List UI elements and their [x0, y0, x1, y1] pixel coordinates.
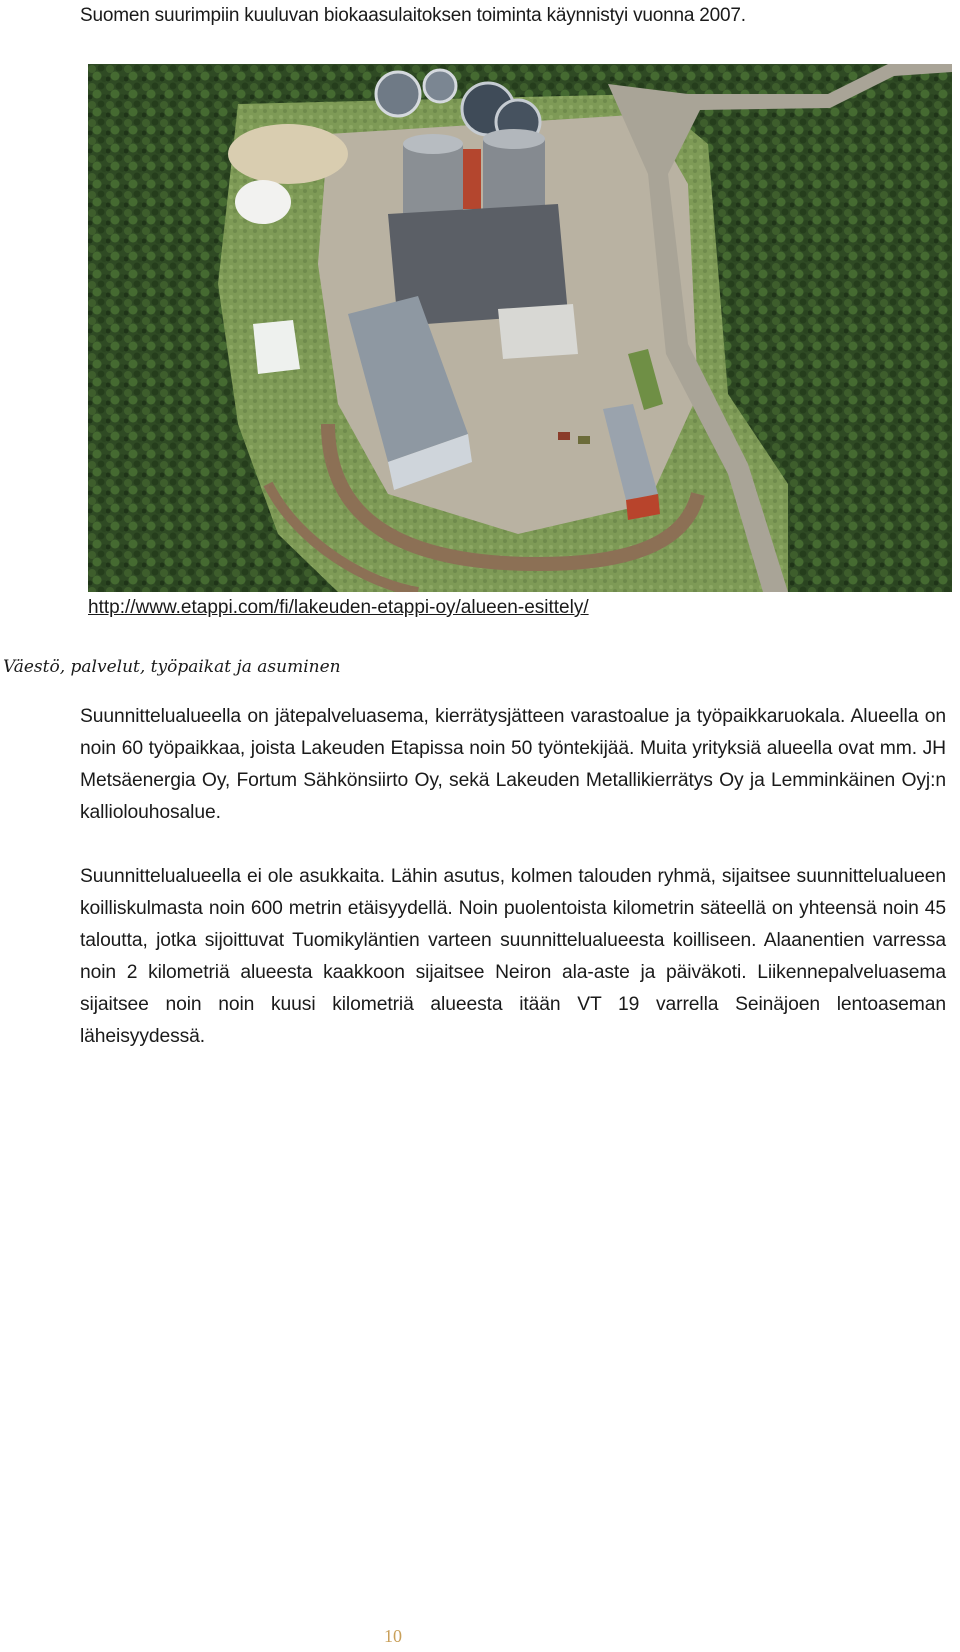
aerial-photo-biogas-plant-icon: [88, 64, 952, 592]
section-heading: Väestö, palvelut, työpaikat ja asuminen: [3, 657, 341, 677]
paragraph-employment: Suunnittelualueella on jätepalveluasema, kierrätysjätteen varastoalue ja työpaikkaruokala. Alueella on noin 60 työpaikkaa, joista Lakeuden Etapissa noin 50 työntekijää. Muita yrityksiä alueella ovat mm. JH Metsäenergia Oy, Fortum Sähkönsiirto Oy, sekä Lakeuden Metallikierrätys Oy ja Lemminkäinen Oyj:n kalliolouhosalue.: [80, 706, 946, 824]
paragraph-housing: Suunnittelualueella ei ole asukkaita. Lähin asutus, kolmen talouden ryhmä, sijaitsee suunnittelualueen koilliskulmasta noin 600 metrin etäisyydellä. Noin puolentoista kilometrin säteellä on yhteensä noin 45 taloutta, jotka sijoittuvat Tuomikyläntien varteen suunnittelualueesta koilliseen. Alaanentien varressa noin 2 kilometriä alueesta kaakkoon sijaitsee Neiron ala-aste ja päiväkoti. Liikennepalveluasema sijaitsee noin noin kuusi kilometriä alueesta itään VT 19 varrella Seinäjoen lentoaseman läheisyydessä.: [80, 866, 946, 1048]
source-link[interactable]: http://www.etappi.com/fi/lakeuden-etappi-oy/alueen-esittely/: [88, 597, 589, 618]
page-number: 10: [384, 1626, 402, 1646]
aerial-photo: [88, 64, 952, 592]
photo-caption: Suomen suurimpiin kuuluvan biokaasulaitoksen toiminta käynnistyi vuonna 2007.: [80, 5, 746, 26]
